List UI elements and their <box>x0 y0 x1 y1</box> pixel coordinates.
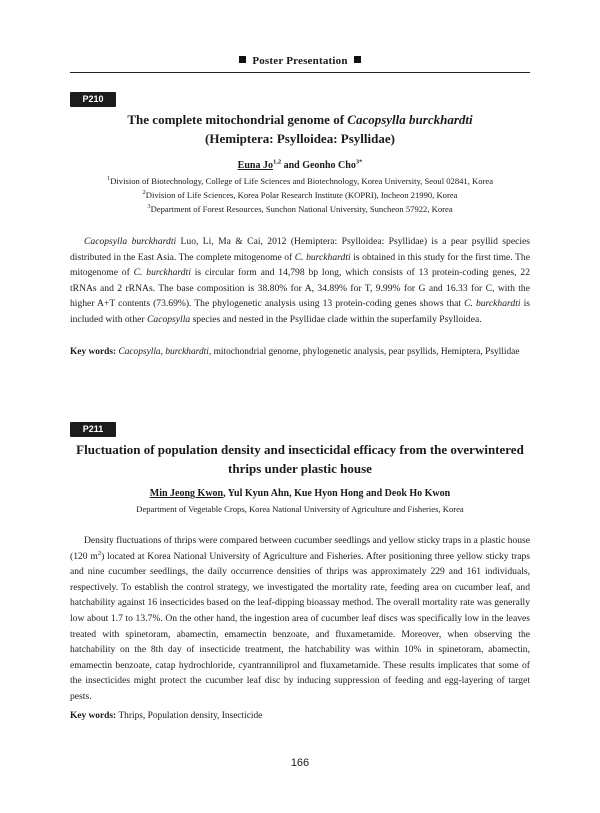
poster-affiliations <box>70 502 530 516</box>
poster-authors: Euna Jo$^{1,2}$ and Geonho Cho$^{3*}$ <box>237 158 363 171</box>
poster-keywords: Key words: Cacopsylla, burckhardti, mitochondrial genome, phylogenetic analysis, pear psyllids, Hemiptera, Psyllidae <box>70 347 520 357</box>
poster-title: The complete mitochondrial genome of Cacopsylla burckhardti (Hemiptera: Psylloidea: Psyllidae) <box>127 112 473 146</box>
running-header-title: Poster Presentation <box>252 55 348 67</box>
affiliation: $^3$Department of Forest Resources, Sunchon National University, Suncheon 57922, Korea <box>147 203 453 214</box>
poster-keywords: Key words: Thrips, Population density, Insecticide <box>70 711 263 721</box>
poster-id-badge: P211 <box>70 422 116 437</box>
poster-abstract: Density fluctuations of thrips were compared between cucumber seedlings and yellow sticky traps in a plastic house (120 $m^2$) located at Korea National University of Agriculture and Fisheries. After positioning three yellow sticky traps and nine cucumber seedlings, the daily occurrence densities of thrips was approximately 229 and 161 individuals, respectively. To establish the control strategy, we investigated the mortality rate, feeding area on cucumber leaf, and hatchability against 16 insecticides based on the leaf-dipping bioassay method. The overall mortality rate was generally low about 1.7 to 13.7%. On the other hand, the ingestion area of cucumber leaf discs was specifically low in the leaves treated with spinetoram, abamectin, emamectin benzoate, and fluxametamide. Moreover, when observing the hatchability on the 8th day of insecticide treatment, the hatchability was within 10% in spinetoram, abamectin, emamectin benzoate, catap hydrochloride, cyantranniliprol and fluxametamide. These results implicates that some of the insecticides might protect the cucumber leaf disc by inducing suppression of feeding and egg-layering of target pests. <box>70 535 530 702</box>
running-header <box>0 55 600 67</box>
poster-title: Fluctuation of population density and insecticidal efficacy from the overwintered thrips under plastic house <box>76 442 524 476</box>
presenter-name: Euna Jo <box>237 160 273 171</box>
square-bullet-icon <box>239 56 246 63</box>
affiliation: $^1$Division of Biotechnology, College of Life Sciences and Biotechnology, Korea University, Seoul 02841, Korea <box>106 175 494 186</box>
poster-affiliations <box>70 174 530 216</box>
header-rule <box>70 72 530 73</box>
poster-authors: Min Jeong Kwon, Yul Kyun Ahn, Kue Hyon Hong and Deok Ho Kwon <box>149 488 451 499</box>
poster-abstract: Cacopsylla burckhardti Luo, Li, Ma & Cai, 2012 (Hemiptera: Psylloidea: Psyllidae) is a pear psyllid species distributed in the East Asia. The complete mitogenome of C. burckhardti is obtained in this study for the first time. The mitogenome of C. burckhardti is circular form and 14,798 bp long, which consists of 13 protein-coding genes, 22 tRNAs and 2 rRNAs. The base composition is 38.80% for A, 34.89% for T, 9.99% for G and 16.33 for C, with the higher A+T contents (73.69%). The phylogenetic analysis using 13 protein-coding genes shows that C. burckhardti is included with other Cacopsylla species and nested in the Psyllidae clade within the superfamily Psylloidea. <box>70 236 530 325</box>
presenter-name: Min Jeong Kwon <box>149 488 224 499</box>
page-number: 166 <box>290 757 310 769</box>
poster-id-badge: P210 <box>70 92 116 107</box>
square-bullet-icon <box>354 56 361 63</box>
affiliation: Department of Vegetable Crops, Korea National University of Agriculture and Fisheries, Korea <box>136 504 464 514</box>
affiliation: $^2$Division of Life Sciences, Korea Polar Research Institute (KOPRI), Incheon 21990, Korea <box>142 189 458 200</box>
